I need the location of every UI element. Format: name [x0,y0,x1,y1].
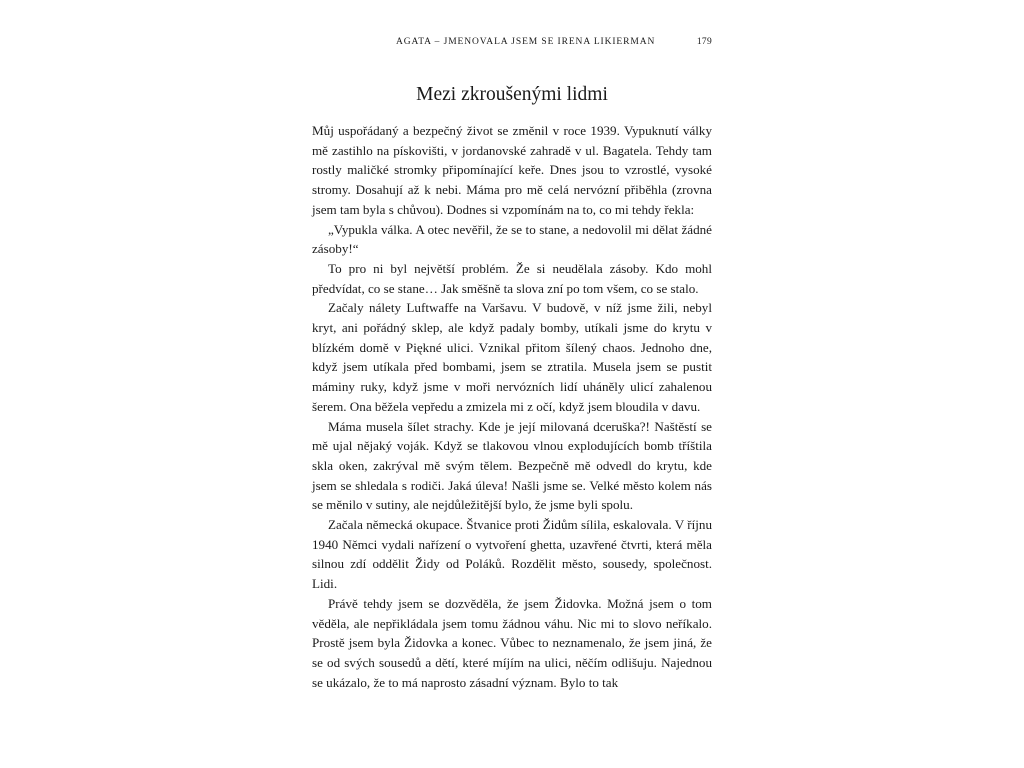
paragraph: „Vypukla válka. A otec nevěřil, že se to stane, a nedovolil mi dělat žádné zásoby!“ [312,221,712,257]
paragraph: Můj uspořádaný a bezpečný život se změnil v roce 1939. Vypuknutí války mě zastihlo na pískovišti, v jordanovské zahradě v ul. Bagatela. Tehdy tam rostly maličké stromky připomínající keře. Dnes jsou to vzrostlé, vysoké stromy. Dosahují až k nebi. Máma pro mě celá nervózní přiběhla (zrovna jsem tam byla s chůvou). Dodnes si vzpomínám na to, co mi tehdy řekla: [312,123,712,217]
paragraph: Začala německá okupace. Štvanice proti Židům sílila, eskalovala. V říjnu 1940 Němci vydali nařízení o vytvoření ghetta, uzavřené čtvrti, která měla silnou zdí oddělit Židy od Poláků. Rozdělit město, sousedy, společnost. Lidi. [312,517,712,592]
paragraph: Máma musela šílet strachy. Kde je její milovaná dceruška?! Naštěstí se mě ujal nějaký voják. Když se tlakovou vlnou explodujících bomb tříštila skla oken, zakrýval mě svým tělem. Bezpečně mě odvedl do krytu, kde jsem se shledala s rodiči. Jaká úleva! Našli jsme se. Velké město kolem nás se měnilo v sutiny, ale nejdůležitější bylo, že jsme byli spolu. [312,418,712,513]
body-text [312,121,712,692]
chapter-title: Mezi zkroušenými lidmi [416,84,608,105]
paragraph: Právě tehdy jsem se dozvěděla, že jsem Židovka. Možná jsem o tom věděla, ale nepřikládala jsem tomu žádnou váhu. Nic mi to slovo neříkalo. Prostě jsem byla Židovka a konec. Vůbec to neznamenalo, že jsem jiná, že se od svých sousedů a dětí, které míjím na ulici, něčím odlišuju. Najednou se ukázalo, že to má naprosto zásadní význam. Bylo to tak [312,595,712,690]
running-title: AGATA – JMENOVALA JSEM SE IRENA LIKIERMAN [396,37,656,47]
page-number: 179 [696,37,712,47]
paragraph: Začaly nálety Luftwaffe na Varšavu. V budově, v níž jsme žili, nebyl kryt, ani pořádný sklep, ale když padaly bomby, utíkali jsme do krytu v blízkém domě v Piękné ulici. Vznikal přitom šílený chaos. Jednoho dne, když jsem utíkala před bombami, jsem se ztratila. Musela jsem se pustit máminy ruky, když jsme v moři nervózních lidí uháněly ulicí zahalenou šerem. Ona běžela vepředu a zmizela mi z očí, když jsem bloudila v davu. [312,300,712,414]
paragraph: To pro ni byl největší problém. Že si neudělala zásoby. Kdo mohl předvídat, co se stane… Jak směšně ta slova zní po tom všem, co se stalo. [312,260,712,296]
